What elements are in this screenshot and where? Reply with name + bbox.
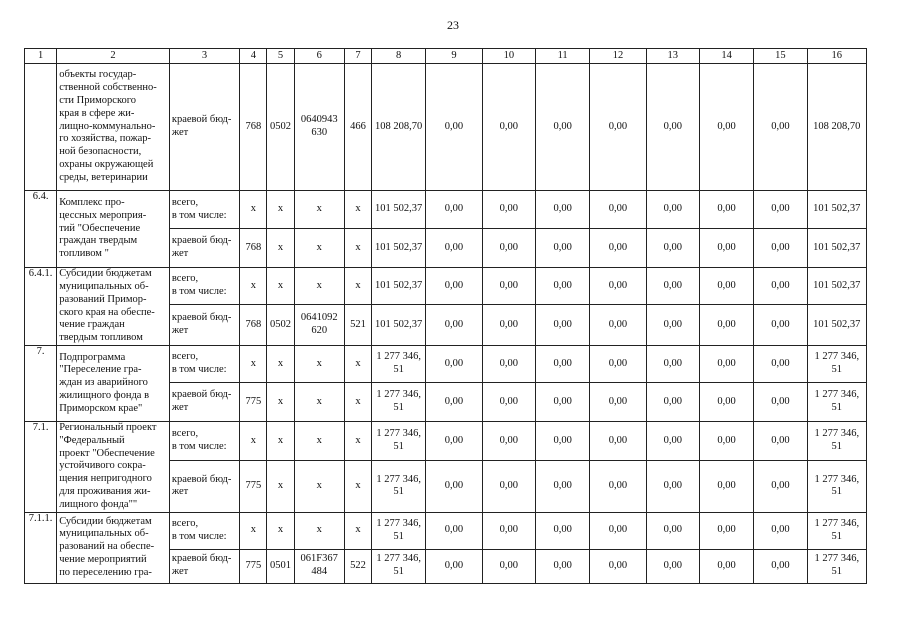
amount-col12-cell: 0,00 <box>590 383 646 422</box>
section-code-cell: х <box>267 512 294 549</box>
amount-col15-cell: 0,00 <box>754 422 807 461</box>
amount-col10-cell: 0,00 <box>482 512 535 549</box>
amount-col9-cell: 0,00 <box>426 512 482 549</box>
amount-col11-cell: 0,00 <box>535 512 589 549</box>
item-number-cell: 6.4.1. <box>25 268 57 346</box>
section-code-cell: х <box>267 422 294 461</box>
amount-col13-cell: 0,00 <box>646 422 699 461</box>
amount-col12-cell: 0,00 <box>590 549 646 583</box>
target-article-cell: 0640943 630 <box>294 64 344 191</box>
target-article-cell: х <box>294 461 344 512</box>
amount-col8-cell: 101 502,37 <box>372 268 426 305</box>
section-code-cell: х <box>267 268 294 305</box>
amount-col11-cell: 0,00 <box>535 229 589 268</box>
ministry-code-cell: 775 <box>240 461 267 512</box>
amount-col9-cell: 0,00 <box>426 305 482 346</box>
amount-col10-cell: 0,00 <box>482 64 535 191</box>
amount-col15-cell: 0,00 <box>754 549 807 583</box>
column-number-row <box>25 49 867 64</box>
amount-col10-cell: 0,00 <box>482 305 535 346</box>
funding-source-cell: всего, в том числе: <box>169 268 239 305</box>
amount-col10-cell: 0,00 <box>482 346 535 383</box>
amount-col8-cell: 101 502,37 <box>372 191 426 229</box>
item-name-cell: Подпрограмма "Переселение гра- ждан из аварийного жилищного фонда в Приморском крае" <box>57 346 170 422</box>
amount-col11-cell: 0,00 <box>535 305 589 346</box>
amount-col10-cell: 0,00 <box>482 461 535 512</box>
amount-col8-cell: 108 208,70 <box>372 64 426 191</box>
amount-col15-cell: 0,00 <box>754 346 807 383</box>
amount-col8-cell: 1 277 346, 51 <box>372 549 426 583</box>
amount-col12-cell: 0,00 <box>590 461 646 512</box>
amount-col16-cell: 1 277 346, 51 <box>807 512 866 549</box>
amount-col10-cell: 0,00 <box>482 229 535 268</box>
ministry-code-cell: 768 <box>240 64 267 191</box>
column-number-9: 9 <box>426 49 482 64</box>
amount-col11-cell: 0,00 <box>535 268 589 305</box>
target-article-cell: х <box>294 191 344 229</box>
amount-col12-cell: 0,00 <box>590 229 646 268</box>
amount-col14-cell: 0,00 <box>699 268 753 305</box>
funding-source-cell: всего, в том числе: <box>169 191 239 229</box>
section-code-cell: х <box>267 461 294 512</box>
amount-col13-cell: 0,00 <box>646 549 699 583</box>
table-row <box>25 191 867 229</box>
amount-col9-cell: 0,00 <box>426 549 482 583</box>
column-number-1: 1 <box>25 49 57 64</box>
amount-col9-cell: 0,00 <box>426 229 482 268</box>
item-name-cell: объекты государ- ственной собственно- сти Приморского края в сфере жи- лищно-коммунально- го хозяйства, пожар- ной безопасности, охраны окружающей среды, ветеринарии <box>57 64 170 191</box>
ministry-code-cell: 768 <box>240 229 267 268</box>
section-code-cell: х <box>267 346 294 383</box>
column-number-3: 3 <box>169 49 239 64</box>
amount-col13-cell: 0,00 <box>646 229 699 268</box>
amount-col13-cell: 0,00 <box>646 346 699 383</box>
ministry-code-cell: х <box>240 422 267 461</box>
expense-type-cell: х <box>344 512 371 549</box>
amount-col9-cell: 0,00 <box>426 461 482 512</box>
column-number-11: 11 <box>535 49 589 64</box>
ministry-code-cell: 768 <box>240 305 267 346</box>
table-row <box>25 346 867 383</box>
item-number-cell <box>25 64 57 191</box>
amount-col15-cell: 0,00 <box>754 268 807 305</box>
amount-col13-cell: 0,00 <box>646 512 699 549</box>
item-number-cell: 7.1. <box>25 422 57 513</box>
amount-col15-cell: 0,00 <box>754 229 807 268</box>
amount-col11-cell: 0,00 <box>535 383 589 422</box>
table-row <box>25 422 867 461</box>
funding-source-cell: краевой бюд- жет <box>169 305 239 346</box>
amount-col9-cell: 0,00 <box>426 268 482 305</box>
amount-col10-cell: 0,00 <box>482 549 535 583</box>
amount-col11-cell: 0,00 <box>535 549 589 583</box>
table-body <box>25 49 867 584</box>
funding-source-cell: всего, в том числе: <box>169 512 239 549</box>
amount-col12-cell: 0,00 <box>590 346 646 383</box>
amount-col9-cell: 0,00 <box>426 191 482 229</box>
amount-col14-cell: 0,00 <box>699 64 753 191</box>
expense-type-cell: х <box>344 346 371 383</box>
amount-col13-cell: 0,00 <box>646 268 699 305</box>
funding-source-cell: краевой бюд- жет <box>169 64 239 191</box>
section-code-cell: х <box>267 229 294 268</box>
column-number-8: 8 <box>372 49 426 64</box>
amount-col12-cell: 0,00 <box>590 305 646 346</box>
funding-source-cell: краевой бюд- жет <box>169 461 239 512</box>
column-number-4: 4 <box>240 49 267 64</box>
target-article-cell: х <box>294 229 344 268</box>
amount-col13-cell: 0,00 <box>646 305 699 346</box>
amount-col8-cell: 1 277 346, 51 <box>372 461 426 512</box>
amount-col14-cell: 0,00 <box>699 383 753 422</box>
column-number-5: 5 <box>267 49 294 64</box>
amount-col14-cell: 0,00 <box>699 549 753 583</box>
amount-col14-cell: 0,00 <box>699 512 753 549</box>
amount-col14-cell: 0,00 <box>699 346 753 383</box>
amount-col14-cell: 0,00 <box>699 305 753 346</box>
expense-type-cell: 521 <box>344 305 371 346</box>
column-number-6: 6 <box>294 49 344 64</box>
amount-col15-cell: 0,00 <box>754 64 807 191</box>
target-article-cell: 0641092 620 <box>294 305 344 346</box>
amount-col14-cell: 0,00 <box>699 229 753 268</box>
amount-col11-cell: 0,00 <box>535 461 589 512</box>
item-name-cell: Комплекс про- цессных мероприя- тий "Обеспечение граждан твердым топливом " <box>57 191 170 268</box>
ministry-code-cell: х <box>240 268 267 305</box>
amount-col16-cell: 1 277 346, 51 <box>807 461 866 512</box>
funding-source-cell: краевой бюд- жет <box>169 229 239 268</box>
amount-col8-cell: 1 277 346, 51 <box>372 383 426 422</box>
amount-col12-cell: 0,00 <box>590 422 646 461</box>
section-code-cell: х <box>267 383 294 422</box>
expense-type-cell: х <box>344 383 371 422</box>
column-number-16: 16 <box>807 49 866 64</box>
target-article-cell: 061F367 484 <box>294 549 344 583</box>
funding-source-cell: всего, в том числе: <box>169 346 239 383</box>
amount-col13-cell: 0,00 <box>646 461 699 512</box>
target-article-cell: х <box>294 268 344 305</box>
ministry-code-cell: х <box>240 346 267 383</box>
amount-col8-cell: 1 277 346, 51 <box>372 422 426 461</box>
target-article-cell: х <box>294 383 344 422</box>
amount-col9-cell: 0,00 <box>426 346 482 383</box>
section-code-cell: 0502 <box>267 64 294 191</box>
amount-col8-cell: 1 277 346, 51 <box>372 346 426 383</box>
amount-col16-cell: 1 277 346, 51 <box>807 422 866 461</box>
item-number-cell: 6.4. <box>25 191 57 268</box>
column-number-12: 12 <box>590 49 646 64</box>
ministry-code-cell: 775 <box>240 383 267 422</box>
expense-type-cell: 466 <box>344 64 371 191</box>
ministry-code-cell: 775 <box>240 549 267 583</box>
amount-col16-cell: 1 277 346, 51 <box>807 549 866 583</box>
amount-col16-cell: 101 502,37 <box>807 268 866 305</box>
target-article-cell: х <box>294 346 344 383</box>
amount-col10-cell: 0,00 <box>482 422 535 461</box>
section-code-cell: х <box>267 191 294 229</box>
amount-col11-cell: 0,00 <box>535 346 589 383</box>
funding-source-cell: краевой бюд- жет <box>169 383 239 422</box>
ministry-code-cell: х <box>240 191 267 229</box>
amount-col13-cell: 0,00 <box>646 191 699 229</box>
amount-col10-cell: 0,00 <box>482 268 535 305</box>
amount-col12-cell: 0,00 <box>590 191 646 229</box>
amount-col11-cell: 0,00 <box>535 64 589 191</box>
amount-col10-cell: 0,00 <box>482 383 535 422</box>
amount-col12-cell: 0,00 <box>590 64 646 191</box>
amount-col11-cell: 0,00 <box>535 191 589 229</box>
amount-col8-cell: 101 502,37 <box>372 229 426 268</box>
item-number-cell: 7. <box>25 346 57 422</box>
amount-col14-cell: 0,00 <box>699 461 753 512</box>
table-row <box>25 512 867 549</box>
target-article-cell: х <box>294 512 344 549</box>
amount-col16-cell: 1 277 346, 51 <box>807 346 866 383</box>
target-article-cell: х <box>294 422 344 461</box>
amount-col13-cell: 0,00 <box>646 383 699 422</box>
page-number: 23 <box>447 18 459 32</box>
budget-table <box>24 48 867 584</box>
expense-type-cell: 522 <box>344 549 371 583</box>
amount-col15-cell: 0,00 <box>754 305 807 346</box>
amount-col12-cell: 0,00 <box>590 268 646 305</box>
ministry-code-cell: х <box>240 512 267 549</box>
column-number-13: 13 <box>646 49 699 64</box>
expense-type-cell: х <box>344 461 371 512</box>
amount-col9-cell: 0,00 <box>426 422 482 461</box>
amount-col12-cell: 0,00 <box>590 512 646 549</box>
column-number-14: 14 <box>699 49 753 64</box>
amount-col15-cell: 0,00 <box>754 461 807 512</box>
amount-col16-cell: 101 502,37 <box>807 229 866 268</box>
amount-col15-cell: 0,00 <box>754 191 807 229</box>
amount-col9-cell: 0,00 <box>426 64 482 191</box>
table-row <box>25 268 867 305</box>
amount-col14-cell: 0,00 <box>699 422 753 461</box>
item-name-cell: Субсидии бюджетам муниципальных об- разований на обеспе- чение мероприятий по переселению гра- <box>57 512 170 583</box>
expense-type-cell: х <box>344 422 371 461</box>
column-number-10: 10 <box>482 49 535 64</box>
section-code-cell: 0502 <box>267 305 294 346</box>
amount-col11-cell: 0,00 <box>535 422 589 461</box>
amount-col14-cell: 0,00 <box>699 191 753 229</box>
amount-col9-cell: 0,00 <box>426 383 482 422</box>
expense-type-cell: х <box>344 191 371 229</box>
amount-col16-cell: 108 208,70 <box>807 64 866 191</box>
column-number-2: 2 <box>57 49 170 64</box>
amount-col16-cell: 101 502,37 <box>807 191 866 229</box>
expense-type-cell: х <box>344 268 371 305</box>
expense-type-cell: х <box>344 229 371 268</box>
funding-source-cell: краевой бюд- жет <box>169 549 239 583</box>
table-row <box>25 64 867 191</box>
item-name-cell: Региональный проект "Федеральный проект "Обеспечение устойчивого сокра- щения непригодного для проживания жи- лищного фонда"" <box>57 422 170 513</box>
amount-col15-cell: 0,00 <box>754 383 807 422</box>
item-number-cell: 7.1.1. <box>25 512 57 583</box>
column-number-7: 7 <box>344 49 371 64</box>
amount-col8-cell: 101 502,37 <box>372 305 426 346</box>
amount-col10-cell: 0,00 <box>482 191 535 229</box>
item-name-cell: Субсидии бюджетам муниципальных об- разований Примор- ского края на обеспе- чение граждан твердым топливом <box>57 268 170 346</box>
column-number-15: 15 <box>754 49 807 64</box>
funding-source-cell: всего, в том числе: <box>169 422 239 461</box>
amount-col8-cell: 1 277 346, 51 <box>372 512 426 549</box>
amount-col16-cell: 1 277 346, 51 <box>807 383 866 422</box>
section-code-cell: 0501 <box>267 549 294 583</box>
amount-col15-cell: 0,00 <box>754 512 807 549</box>
amount-col16-cell: 101 502,37 <box>807 305 866 346</box>
amount-col13-cell: 0,00 <box>646 64 699 191</box>
